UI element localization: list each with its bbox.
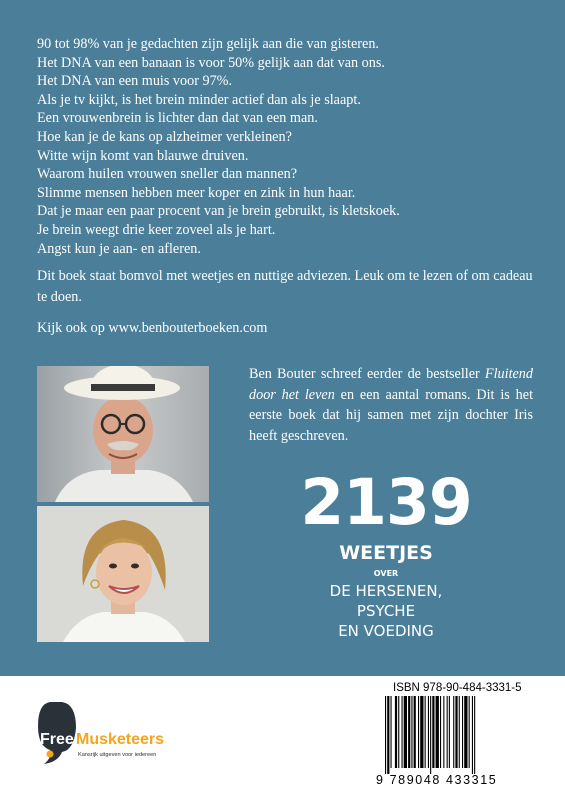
barcode-bar <box>408 696 410 768</box>
barcode-bar <box>447 696 448 768</box>
topic-line: EN VOEDING <box>338 622 434 640</box>
barcode-bar <box>449 696 450 768</box>
barcode-bar <box>418 696 419 768</box>
barcode-bar <box>428 696 429 768</box>
facts-list <box>37 35 400 258</box>
barcode-bar <box>474 696 475 774</box>
barcode-bar <box>464 696 467 768</box>
fact-item: Het DNA van een banaan is voor 50% gelijk aan dat van ons. <box>37 54 385 71</box>
barcode-bar <box>459 696 460 768</box>
author-photo-iris <box>37 506 209 642</box>
barcode-bar <box>432 696 434 768</box>
barcode-digits: 9 789048 433315 <box>376 773 498 787</box>
fact-item: Angst kun je aan- en afleren. <box>37 240 201 257</box>
fact-item: 90 tot 98% van je gedachten zijn gelijk aan die van gisteren. <box>37 36 379 52</box>
author-bio-text-end: en een aantal romans. Dit is het eerste boek dat hij samen met zijn dochter Iris heeft geschreven. <box>249 386 534 444</box>
fact-item: Waarom huilen vrouwen sneller dan mannen? <box>37 166 298 183</box>
barcode-bar <box>411 696 412 768</box>
fact-item: Je brein weegt drie keer zoveel als je hart. <box>37 221 276 238</box>
logo-tagline: Kansrijk uitgeven voor iedereen <box>78 752 157 758</box>
bestseller-title: Fluitend door het leven <box>249 366 533 403</box>
barcode-bar <box>472 696 473 774</box>
barcode-bar <box>430 696 431 774</box>
logo-name: Musketeers <box>76 731 165 748</box>
barcode-bar <box>453 696 454 768</box>
barcode-bar <box>398 696 399 768</box>
barcode-bar <box>420 696 423 768</box>
barcode-bar <box>391 696 392 768</box>
barcode-bar <box>414 696 416 768</box>
fact-item: Dat je maar een paar procent van je brein gebruikt, is kletskoek. <box>37 203 400 220</box>
fact-item: Witte wijn komt van blauwe druiven. <box>37 147 249 164</box>
barcode-bar <box>385 696 386 774</box>
barcode-bar <box>402 696 403 768</box>
fact-item: Hoe kan je de kans op alzheimer verkleinen? <box>37 128 292 145</box>
author-bio-text: Ben Bouter schreef eerder de bestseller <box>249 366 485 382</box>
fact-item: Slimme mensen hebben meer koper en zink in hun haar. <box>37 184 356 201</box>
topic-line: DE HERSENEN, <box>329 582 443 600</box>
logo-dot-icon <box>47 751 54 758</box>
topic-line: PSYCHE <box>356 602 416 620</box>
fact-item: Als je tv kijkt, is het brein minder actief dan als je slaapt. <box>37 91 361 108</box>
logo-short: Free <box>40 731 74 748</box>
barcode-bar <box>404 696 407 768</box>
author-photo-ben <box>37 366 209 502</box>
author-bio <box>249 364 533 446</box>
title-word: WEETJES <box>339 542 433 564</box>
isbn-label: ISBN 978-90-484-3331-5 <box>393 682 522 694</box>
website-line: Kijk ook op www.benbouterboeken.com <box>37 320 268 336</box>
barcode-bar <box>462 696 463 768</box>
fact-item: Het DNA van een muis voor 97%. <box>37 73 233 90</box>
barcode-bar <box>425 696 426 768</box>
barcode-bar <box>440 696 441 768</box>
barcode-bar <box>395 696 397 768</box>
fact-item: Een vrouwenbrein is lichter dan dat van een man. <box>37 110 318 127</box>
barcode-bar <box>443 696 444 768</box>
barcode-bar <box>469 696 470 768</box>
intro-paragraph: Dit boek staat bomvol met weetjes en nuttige adviezen. Leuk om te lezen of om cadeau te doen. <box>37 268 533 305</box>
title-over: OVER <box>373 569 399 578</box>
title-number: 2139 <box>300 466 472 539</box>
barcode <box>381 696 533 774</box>
publisher-logo <box>36 698 196 768</box>
barcode-bar <box>455 696 457 768</box>
barcode-bar <box>436 696 439 768</box>
barcode-bar <box>387 696 389 774</box>
